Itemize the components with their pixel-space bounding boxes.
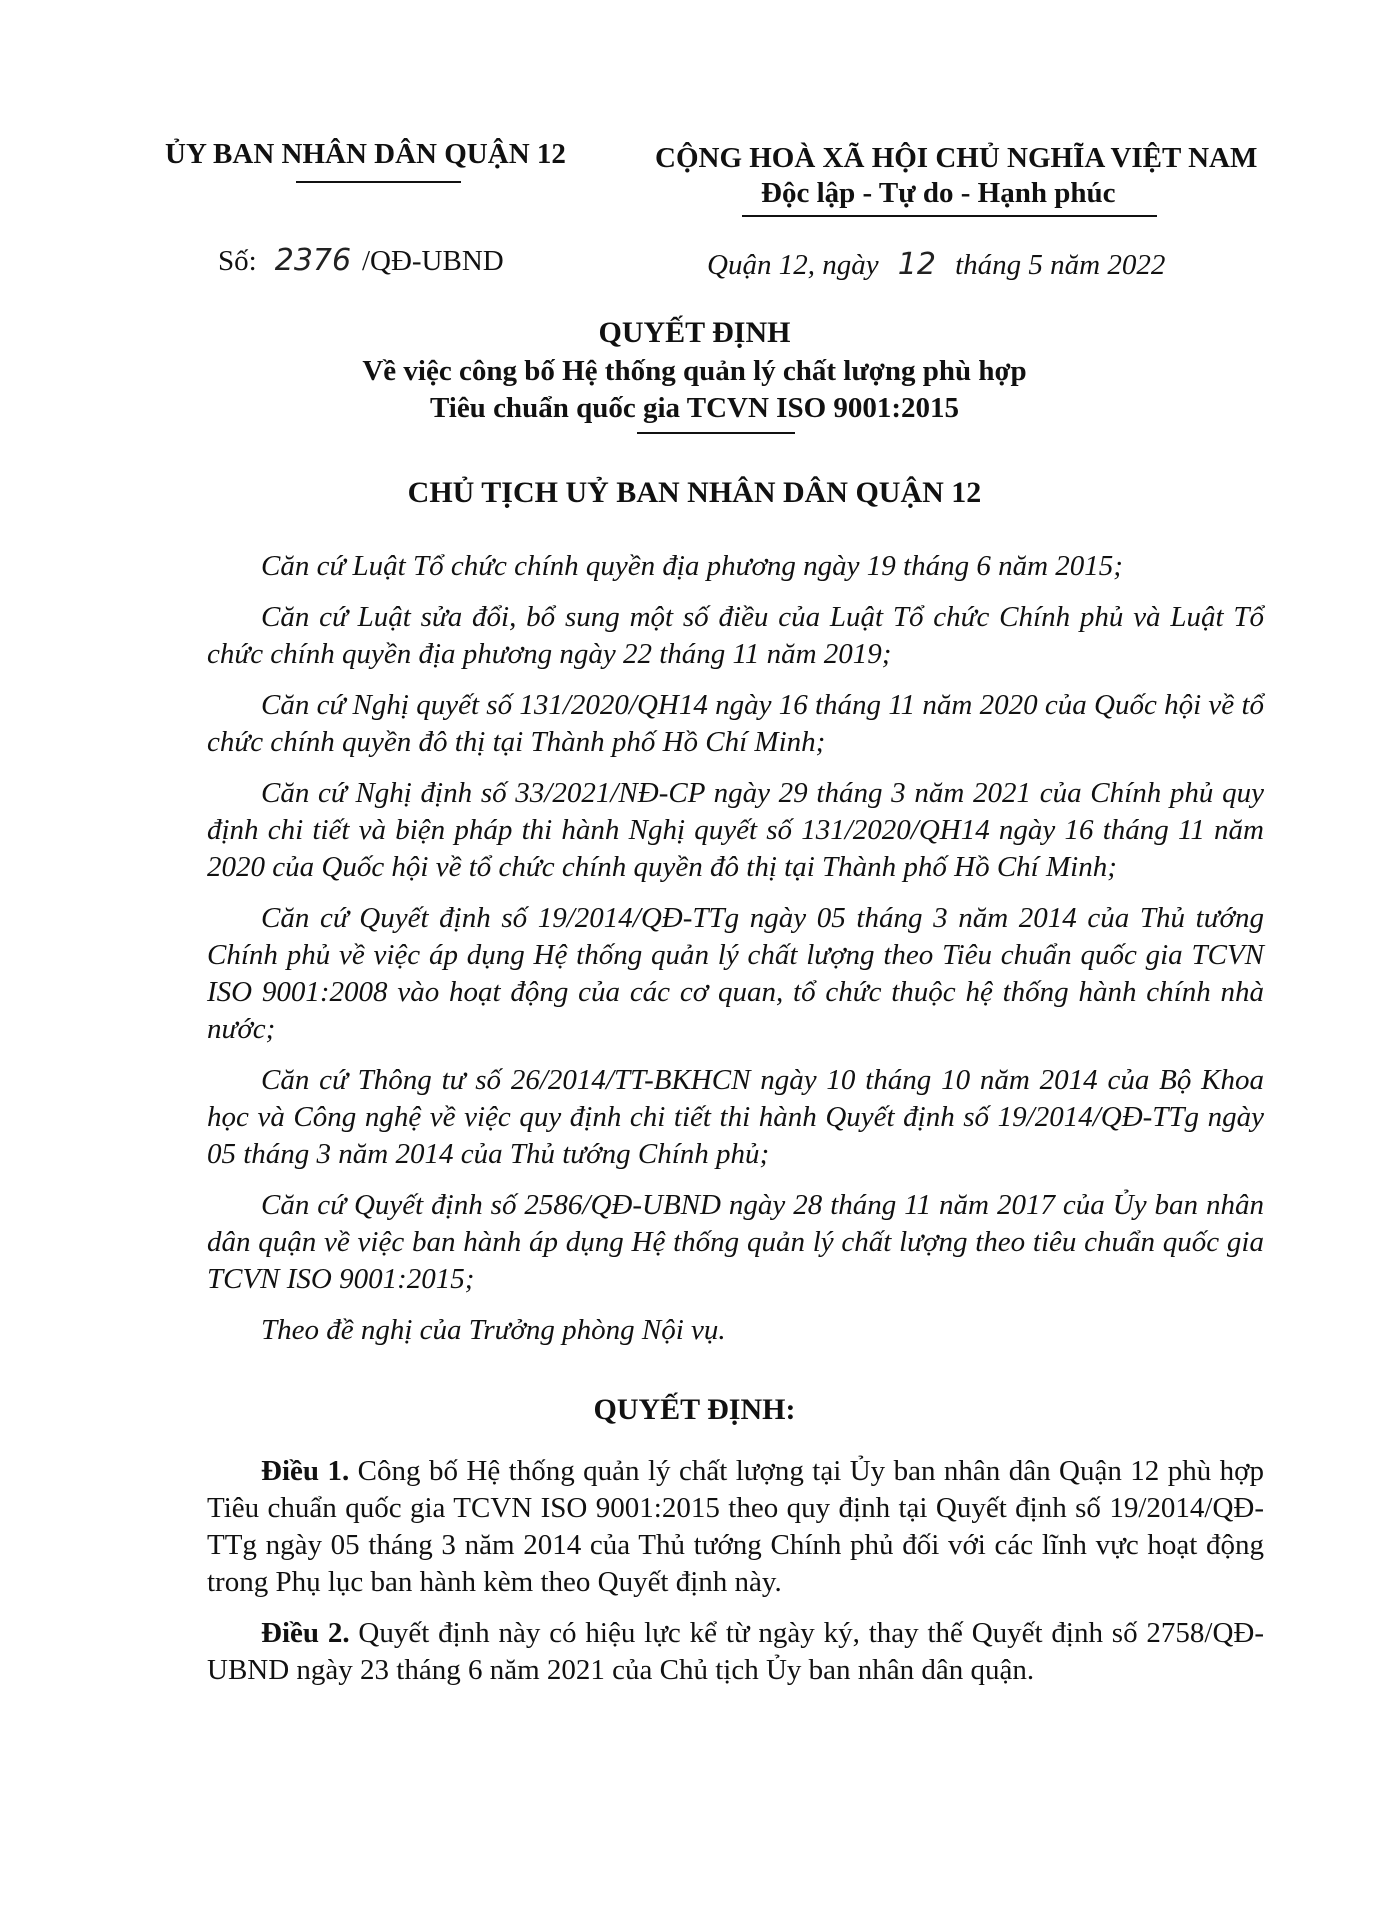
issuing-authority: CHỦ TỊCH UỶ BAN NHÂN DÂN QUẬN 12: [407, 476, 982, 509]
org-underline: [296, 181, 461, 183]
article-1-label: Điều 1.: [261, 1455, 350, 1487]
article-2: [207, 1615, 1264, 1689]
issuing-organization: ỦY BAN NHÂN DÂN QUẬN 12: [165, 138, 566, 170]
article-2-label: Điều 2.: [261, 1617, 350, 1649]
title-underline: [637, 432, 795, 434]
preamble-basis-3: Căn cứ Nghị quyết số 131/2020/QH14 ngày 16 tháng 11 năm 2020 của Quốc hội về tổ chức chính quyền đô thị tại Thành phố Hồ Chí Minh;: [207, 689, 1264, 758]
document-title: QUYẾT ĐỊNH: [598, 316, 791, 349]
handwritten-day: 12: [897, 247, 936, 282]
title-subject-line-2: Tiêu chuẩn quốc gia TCVN ISO 9001:2015: [429, 392, 960, 424]
article-2-text: Quyết định này có hiệu lực kể từ ngày ký, thay thế Quyết định số 2758/QĐ-UBND ngày 23 tháng 6 năm 2021 của Chủ tịch Ủy ban nhân dân quận.: [207, 1617, 1265, 1686]
handwritten-number: 2376: [274, 243, 352, 278]
preamble-basis-4: Căn cứ Nghị định số 33/2021/NĐ-CP ngày 29 tháng 3 năm 2021 của Chính phủ quy định chi tiết và biện pháp thi hành Nghị quyết số 131/2020/QH14 ngày 16 tháng 11 năm 2020 của Quốc hội về tổ chức chính quyền đô thị tại Thành phố Hồ Chí Minh;: [207, 777, 1264, 883]
decision-heading: QUYẾT ĐỊNH:: [593, 1393, 796, 1426]
document-number: [218, 243, 504, 278]
title-subject-line-1: Về việc công bố Hệ thống quản lý chất lượng phù hợp: [362, 355, 1027, 387]
date-prefix: Quận 12, ngày: [707, 249, 879, 281]
article-1: [207, 1453, 1264, 1601]
preamble-proposal: Theo đề nghị của Trưởng phòng Nội vụ.: [261, 1314, 726, 1346]
preamble-basis-5: Căn cứ Quyết định số 19/2014/QĐ-TTg ngày 05 tháng 3 năm 2014 của Thủ tướng Chính phủ về việc áp dụng Hệ thống quản lý chất lượng theo Tiêu chuẩn quốc gia TCVN ISO 9001:2008 vào hoạt động của các cơ quan, tổ chức thuộc hệ thống hành chính nhà nước;: [207, 902, 1264, 1045]
national-motto: Độc lập - Tự do - Hạnh phúc: [761, 177, 1116, 209]
article-1-text: Công bố Hệ thống quản lý chất lượng tại Ủy ban nhân dân Quận 12 phù hợp Tiêu chuẩn quốc gia TCVN ISO 9001:2015 theo quy định tại Quyết định số 19/2014/QĐ-TTg ngày 05 tháng 3 năm 2014 của Thủ tướng Chính phủ đối với các lĩnh vực hoạt động trong Phụ lục ban hành kèm theo Quyết định này.: [207, 1455, 1265, 1598]
date-suffix: tháng 5 năm 2022: [955, 249, 1166, 281]
preamble-basis-7: Căn cứ Quyết định số 2586/QĐ-UBND ngày 28 tháng 11 năm 2017 của Ủy ban nhân dân quận về việc ban hành áp dụng Hệ thống quản lý chất lượng theo tiêu chuẩn quốc gia TCVN ISO 9001:2015;: [207, 1189, 1264, 1295]
preamble-basis-2: Căn cứ Luật sửa đổi, bổ sung một số điều của Luật Tổ chức Chính phủ và Luật Tổ chức chính quyền địa phương ngày 22 tháng 11 năm 2019;: [207, 601, 1264, 670]
preamble-basis-6: Căn cứ Thông tư số 26/2014/TT-BKHCN ngày 10 tháng 10 năm 2014 của Bộ Khoa học và Công nghệ về việc quy định chi tiết thi hành Quyết định số 19/2014/QĐ-TTg ngày 05 tháng 3 năm 2014 của Thủ tướng Chính phủ;: [207, 1064, 1264, 1170]
preamble: [207, 548, 1264, 1363]
articles: [207, 1453, 1264, 1703]
country-name: CỘNG HOÀ XÃ HỘI CHỦ NGHĨA VIỆT NAM: [655, 142, 1258, 174]
number-prefix: Số:: [218, 245, 257, 277]
motto-underline: [742, 215, 1157, 217]
preamble-basis-1: Căn cứ Luật Tổ chức chính quyền địa phương ngày 19 tháng 6 năm 2015;: [261, 550, 1123, 582]
document-date: [707, 247, 1165, 282]
number-suffix: /QĐ-UBND: [361, 245, 504, 277]
